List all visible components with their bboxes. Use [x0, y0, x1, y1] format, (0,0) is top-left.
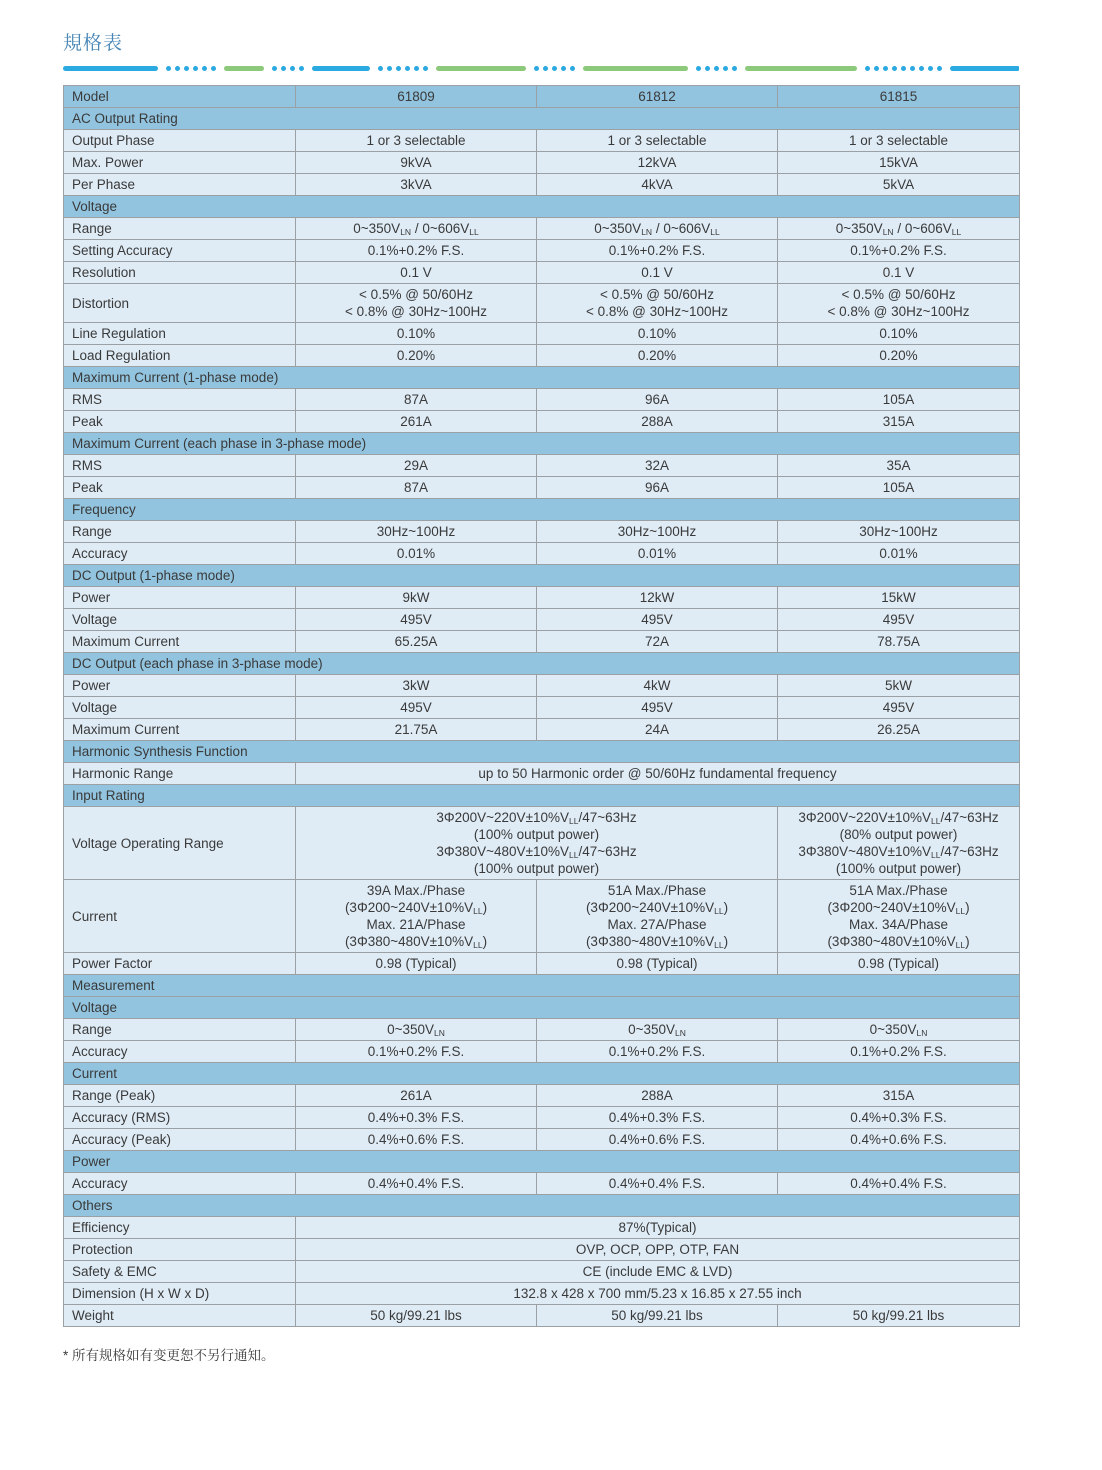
value-cell: < 0.5% @ 50/60Hz < 0.8% @ 30Hz~100Hz [778, 284, 1020, 323]
divider-dot [892, 66, 897, 71]
value-cell: 1 or 3 selectable [778, 130, 1020, 152]
value-cell: 0.01% [778, 543, 1020, 565]
divider-dot [865, 66, 870, 71]
value-cell: 261A [296, 1085, 537, 1107]
spec-row [64, 477, 1020, 499]
value-cell: 0.10% [537, 323, 778, 345]
model-number-cell: 61815 [778, 86, 1020, 108]
section-header-row [64, 653, 1020, 675]
value-cell: 0.4%+0.6% F.S. [296, 1129, 537, 1151]
value-cell: 0.4%+0.3% F.S. [537, 1107, 778, 1129]
spec-row [64, 455, 1020, 477]
divider-dot [193, 66, 198, 71]
divider-dot [405, 66, 410, 71]
row-label: Range [64, 521, 296, 543]
value-cell: 0.1%+0.2% F.S. [778, 240, 1020, 262]
section-header-row [64, 741, 1020, 763]
row-label: Harmonic Range [64, 763, 296, 785]
spec-row [64, 1173, 1020, 1195]
decorative-divider [63, 65, 1019, 71]
value-cell: 0.01% [537, 543, 778, 565]
section-header-label: Voltage [64, 997, 1020, 1019]
value-cell: 0.98 (Typical) [778, 953, 1020, 975]
row-label: Setting Accuracy [64, 240, 296, 262]
divider-dot-group [378, 66, 428, 71]
divider-dash [436, 66, 526, 71]
value-cell: 15kVA [778, 152, 1020, 174]
section-header-row [64, 499, 1020, 521]
section-header-label: Voltage [64, 196, 1020, 218]
divider-dot [723, 66, 728, 71]
section-header-label: Frequency [64, 499, 1020, 521]
section-header-row [64, 433, 1020, 455]
value-cell: 0.1%+0.2% F.S. [537, 1041, 778, 1063]
row-label: RMS [64, 389, 296, 411]
divider-dot [561, 66, 566, 71]
row-label: Distortion [64, 284, 296, 323]
section-header-label: Maximum Current (1-phase mode) [64, 367, 1020, 389]
value-cell: 288A [537, 411, 778, 433]
spec-row-span2 [64, 807, 1020, 880]
divider-dash [63, 66, 158, 71]
spec-row-merged [64, 1239, 1020, 1261]
row-label: Protection [64, 1239, 296, 1261]
section-header-label: Current [64, 1063, 1020, 1085]
row-label: Efficiency [64, 1217, 296, 1239]
value-cell: 15kW [778, 587, 1020, 609]
spec-row [64, 1129, 1020, 1151]
value-cell: 5kW [778, 675, 1020, 697]
value-cell: 0.1%+0.2% F.S. [537, 240, 778, 262]
spec-row [64, 953, 1020, 975]
divider-dot [570, 66, 575, 71]
row-label: Maximum Current [64, 631, 296, 653]
spec-row [64, 130, 1020, 152]
value-cell: 51A Max./Phase $(3\Phi 200\sim 240V\pm 10\%V_{LL})$ Max. 27A/Phase $(3\Phi 380\sim 480V\pm 10\%V_{LL})$ [537, 880, 778, 953]
divider-dot [281, 66, 286, 71]
row-label: Per Phase [64, 174, 296, 196]
value-cell: 65.25A [296, 631, 537, 653]
value-cell: 3kVA [296, 174, 537, 196]
section-header-row [64, 367, 1020, 389]
value-cell: 315A [778, 411, 1020, 433]
spec-row [64, 174, 1020, 196]
divider-dot-group [272, 66, 304, 71]
model-number-cell: 61809 [296, 86, 537, 108]
section-header-label: Power [64, 1151, 1020, 1173]
value-cell: 0.1%+0.2% F.S. [296, 1041, 537, 1063]
value-cell: 32A [537, 455, 778, 477]
section-header-label: Input Rating [64, 785, 1020, 807]
value-cell: 0.1 V [296, 262, 537, 284]
spec-row [64, 521, 1020, 543]
divider-dash [745, 66, 857, 71]
value-cell: 0.20% [778, 345, 1020, 367]
value-cell: 495V [537, 609, 778, 631]
value-cell: 87A [296, 477, 537, 499]
divider-dot [175, 66, 180, 71]
spec-row [64, 587, 1020, 609]
value-cell: 50 kg/99.21 lbs [296, 1305, 537, 1327]
divider-dash [583, 66, 688, 71]
value-cell-merged: CE (include EMC & LVD) [296, 1261, 1020, 1283]
divider-dot [901, 66, 906, 71]
spec-row [64, 1107, 1020, 1129]
section-header-label: Measurement [64, 975, 1020, 997]
section-header-row [64, 1151, 1020, 1173]
divider-dot [883, 66, 888, 71]
divider-dot [299, 66, 304, 71]
divider-dot-group [534, 66, 575, 71]
value-cell: 24A [537, 719, 778, 741]
value-cell-merged: 132.8 x 428 x 700 mm/5.23 x 16.85 x 27.55 inch [296, 1283, 1020, 1305]
divider-dot [414, 66, 419, 71]
spec-row [64, 697, 1020, 719]
row-label: Maximum Current [64, 719, 296, 741]
value-cell: 0.98 (Typical) [296, 953, 537, 975]
divider-dot [378, 66, 383, 71]
spec-row [64, 1305, 1020, 1327]
spec-row [64, 675, 1020, 697]
value-cell: 29A [296, 455, 537, 477]
row-label: Current [64, 880, 296, 953]
value-cell: 0.20% [296, 345, 537, 367]
value-cell: 9kVA [296, 152, 537, 174]
divider-dot [211, 66, 216, 71]
value-cell: 0.01% [296, 543, 537, 565]
value-cell: $0\sim 350V_{LN}$ [537, 1019, 778, 1041]
divider-dot [543, 66, 548, 71]
value-cell: 87A [296, 389, 537, 411]
value-cell: 1 or 3 selectable [296, 130, 537, 152]
divider-dot [732, 66, 737, 71]
row-label: Voltage [64, 609, 296, 631]
value-cell: 96A [537, 389, 778, 411]
specification-table [63, 85, 1020, 1327]
row-label: Accuracy (Peak) [64, 1129, 296, 1151]
divider-dot [874, 66, 879, 71]
spec-row [64, 284, 1020, 323]
value-cell: 0.4%+0.4% F.S. [778, 1173, 1020, 1195]
divider-dot [166, 66, 171, 71]
value-cell: 1 or 3 selectable [537, 130, 778, 152]
value-cell: $3\Phi 200V\sim 220V\pm 10\%V_{LL}/47\sim 63Hz$ (80% output power) $3\Phi 380V\sim 480V\pm 10\%V_{LL}/47\sim 63Hz$ (100% output power) [778, 807, 1020, 880]
value-cell: 9kW [296, 587, 537, 609]
value-cell: 495V [778, 697, 1020, 719]
value-cell: 3kW [296, 675, 537, 697]
value-cell: 4kW [537, 675, 778, 697]
divider-dot [396, 66, 401, 71]
spec-row [64, 152, 1020, 174]
value-cell: 96A [537, 477, 778, 499]
section-header-row [64, 565, 1020, 587]
value-cell: 12kVA [537, 152, 778, 174]
divider-dot [937, 66, 942, 71]
section-header-row [64, 997, 1020, 1019]
value-cell: 0.1 V [537, 262, 778, 284]
value-cell: 0.4%+0.4% F.S. [537, 1173, 778, 1195]
value-cell: 78.75A [778, 631, 1020, 653]
divider-dot-group [696, 66, 737, 71]
row-label: Output Phase [64, 130, 296, 152]
spec-row-merged [64, 763, 1020, 785]
section-header-row [64, 108, 1020, 130]
value-cell: 105A [778, 477, 1020, 499]
value-cell: 0.4%+0.6% F.S. [778, 1129, 1020, 1151]
row-label: Peak [64, 411, 296, 433]
model-number-cell: 61812 [537, 86, 778, 108]
value-cell: < 0.5% @ 50/60Hz < 0.8% @ 30Hz~100Hz [296, 284, 537, 323]
value-cell: $0\sim 350V_{LN}$ / $0\sim 606V_{LL}$ [778, 218, 1020, 240]
value-cell-merged: up to 50 Harmonic order @ 50/60Hz fundamental frequency [296, 763, 1020, 785]
value-cell: 12kW [537, 587, 778, 609]
value-cell: 35A [778, 455, 1020, 477]
spec-row [64, 631, 1020, 653]
value-cell-merged: OVP, OCP, OPP, OTP, FAN [296, 1239, 1020, 1261]
divider-dot [387, 66, 392, 71]
spec-row [64, 880, 1020, 953]
spec-row-merged [64, 1217, 1020, 1239]
value-cell: 72A [537, 631, 778, 653]
value-cell-merged: $3\Phi 200V\sim 220V\pm 10\%V_{LL}/47\sim 63Hz$ (100% output power) $3\Phi 380V\sim 480V\pm 10\%V_{LL}/47\sim 63Hz$ (100% output power) [296, 807, 778, 880]
spec-row [64, 262, 1020, 284]
value-cell: 26.25A [778, 719, 1020, 741]
value-cell: 315A [778, 1085, 1020, 1107]
row-label: Accuracy (RMS) [64, 1107, 296, 1129]
value-cell: 51A Max./Phase $(3\Phi 200\sim 240V\pm 10\%V_{LL})$ Max. 34A/Phase $(3\Phi 380\sim 480V\pm 10\%V_{LL})$ [778, 880, 1020, 953]
spec-row-merged [64, 1261, 1020, 1283]
spec-row [64, 218, 1020, 240]
spec-row [64, 609, 1020, 631]
row-label: Power [64, 587, 296, 609]
value-cell: 261A [296, 411, 537, 433]
row-label: Voltage Operating Range [64, 807, 296, 880]
row-label: Safety & EMC [64, 1261, 296, 1283]
value-cell: 495V [296, 697, 537, 719]
divider-dot [919, 66, 924, 71]
value-cell-merged: 87%(Typical) [296, 1217, 1020, 1239]
section-header-label: AC Output Rating [64, 108, 1020, 130]
divider-dot-group [865, 66, 942, 71]
row-label: Range [64, 218, 296, 240]
spec-row [64, 1085, 1020, 1107]
value-cell: 50 kg/99.21 lbs [537, 1305, 778, 1327]
divider-dot [534, 66, 539, 71]
row-label: Resolution [64, 262, 296, 284]
value-cell: 288A [537, 1085, 778, 1107]
value-cell: 0.20% [537, 345, 778, 367]
row-label: Accuracy [64, 1173, 296, 1195]
row-label: Line Regulation [64, 323, 296, 345]
spec-row [64, 389, 1020, 411]
value-cell: 0.98 (Typical) [537, 953, 778, 975]
value-cell: 30Hz~100Hz [778, 521, 1020, 543]
row-label: Range (Peak) [64, 1085, 296, 1107]
divider-dot [184, 66, 189, 71]
value-cell: 495V [296, 609, 537, 631]
value-cell: 0.10% [778, 323, 1020, 345]
divider-dash [224, 66, 264, 71]
divider-dot-group [166, 66, 216, 71]
row-label: Load Regulation [64, 345, 296, 367]
value-cell: 4kVA [537, 174, 778, 196]
value-cell: 0.1%+0.2% F.S. [296, 240, 537, 262]
value-cell: 495V [778, 609, 1020, 631]
value-cell: 0.4%+0.3% F.S. [778, 1107, 1020, 1129]
row-label: Weight [64, 1305, 296, 1327]
spec-row [64, 543, 1020, 565]
value-cell: 0.10% [296, 323, 537, 345]
row-label: Power [64, 675, 296, 697]
divider-dot [272, 66, 277, 71]
section-header-label: DC Output (each phase in 3-phase mode) [64, 653, 1020, 675]
value-cell: $0\sim 350V_{LN}$ / $0\sim 606V_{LL}$ [296, 218, 537, 240]
row-label: RMS [64, 455, 296, 477]
row-label: Max. Power [64, 152, 296, 174]
row-label: Accuracy [64, 1041, 296, 1063]
value-cell: 39A Max./Phase $(3\Phi 200\sim 240V\pm 10\%V_{LL})$ Max. 21A/Phase $(3\Phi 380\sim 480V\pm 10\%V_{LL})$ [296, 880, 537, 953]
row-label: Voltage [64, 697, 296, 719]
divider-dash [950, 66, 1019, 71]
value-cell: 21.75A [296, 719, 537, 741]
divider-dot [552, 66, 557, 71]
row-label: Power Factor [64, 953, 296, 975]
divider-dash [312, 66, 370, 71]
value-cell: 105A [778, 389, 1020, 411]
divider-dot [290, 66, 295, 71]
section-header-row [64, 1195, 1020, 1217]
spec-row [64, 240, 1020, 262]
section-header-label: Maximum Current (each phase in 3-phase mode) [64, 433, 1020, 455]
model-header-row [64, 86, 1020, 108]
divider-dot [910, 66, 915, 71]
row-label: Peak [64, 477, 296, 499]
divider-dot [202, 66, 207, 71]
model-header-label: Model [64, 86, 296, 108]
value-cell: 0.4%+0.4% F.S. [296, 1173, 537, 1195]
spec-row [64, 1041, 1020, 1063]
value-cell: $0\sim 350V_{LN}$ [778, 1019, 1020, 1041]
value-cell: $0\sim 350V_{LN}$ / $0\sim 606V_{LL}$ [537, 218, 778, 240]
value-cell: $0\sim 350V_{LN}$ [296, 1019, 537, 1041]
page-title: 規格表 [63, 33, 124, 54]
divider-dot [928, 66, 933, 71]
spec-row [64, 345, 1020, 367]
footnote: * 所有规格如有变更恕不另行通知。 [63, 1348, 275, 1363]
divider-dot [714, 66, 719, 71]
divider-dot [696, 66, 701, 71]
section-header-label: DC Output (1-phase mode) [64, 565, 1020, 587]
spec-row [64, 323, 1020, 345]
value-cell: 50 kg/99.21 lbs [778, 1305, 1020, 1327]
value-cell: 0.4%+0.6% F.S. [537, 1129, 778, 1151]
value-cell: 495V [537, 697, 778, 719]
value-cell: < 0.5% @ 50/60Hz < 0.8% @ 30Hz~100Hz [537, 284, 778, 323]
spec-row [64, 1019, 1020, 1041]
section-header-row [64, 785, 1020, 807]
spec-row [64, 411, 1020, 433]
section-header-label: Others [64, 1195, 1020, 1217]
row-label: Dimension (H x W x D) [64, 1283, 296, 1305]
value-cell: 0.1%+0.2% F.S. [778, 1041, 1020, 1063]
spec-row [64, 719, 1020, 741]
section-header-row [64, 1063, 1020, 1085]
section-header-row [64, 975, 1020, 997]
value-cell: 30Hz~100Hz [296, 521, 537, 543]
spec-row-merged [64, 1283, 1020, 1305]
value-cell: 0.4%+0.3% F.S. [296, 1107, 537, 1129]
divider-dot [705, 66, 710, 71]
section-header-row [64, 196, 1020, 218]
row-label: Range [64, 1019, 296, 1041]
section-header-label: Harmonic Synthesis Function [64, 741, 1020, 763]
value-cell: 30Hz~100Hz [537, 521, 778, 543]
value-cell: 5kVA [778, 174, 1020, 196]
value-cell: 0.1 V [778, 262, 1020, 284]
divider-dot [423, 66, 428, 71]
row-label: Accuracy [64, 543, 296, 565]
